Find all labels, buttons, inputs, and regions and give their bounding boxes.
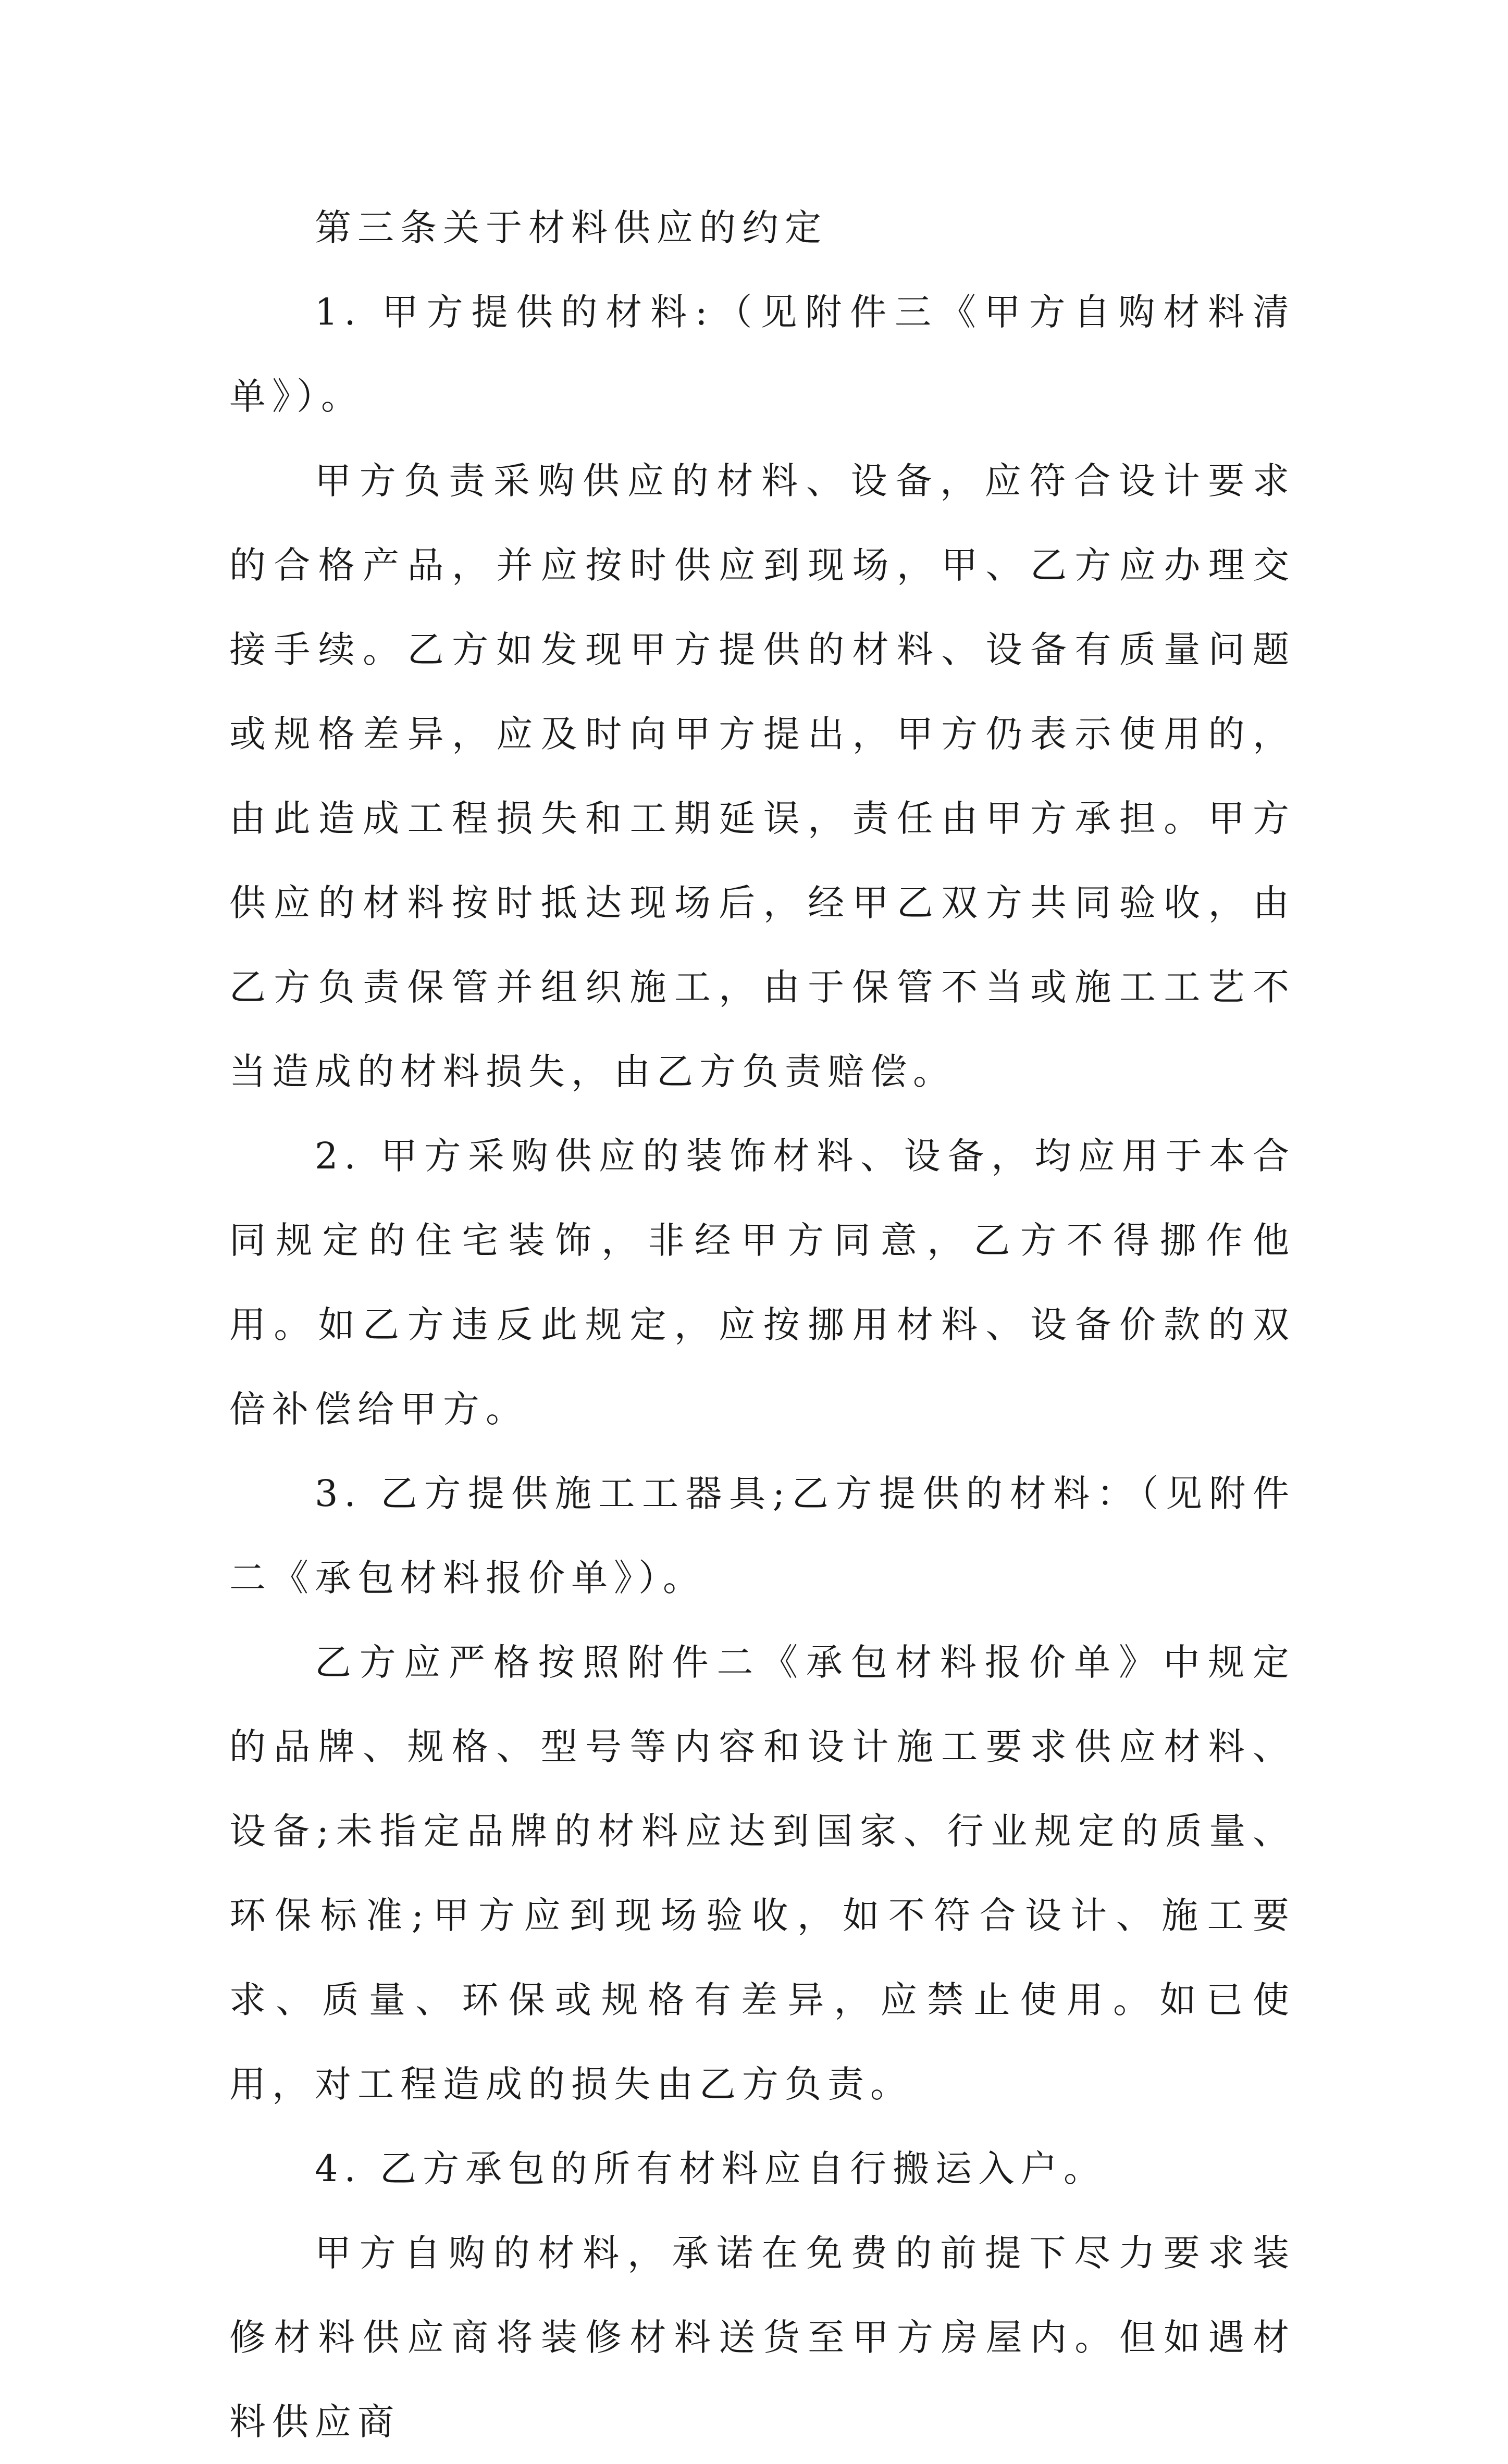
clause-3-detail: 乙方应严格按照附件二《承包材料报价单》中规定的品牌、规格、型号等内容和设计施工要求供应材料、设备;未指定品牌的材料应达到国家、行业规定的质量、环保标准;甲方应到现场验收，如不符合设计、施工要求、质量、环保或规格有差异，应禁止使用。如已使用，对工程造成的损失由乙方负责。 — [229, 1641, 1295, 2106]
clause-2: 2. 甲方采购供应的装饰材料、设备，均应用于本合同规定的住宅装饰，非经甲方同意，乙方不得挪作他用。如乙方违反此规定，应按挪用材料、设备价款的双倍补偿给甲方。 — [229, 1135, 1295, 1430]
clause-3: 3. 乙方提供施工工器具;乙方提供的材料：（见附件二《承包材料报价单》）。 — [229, 1472, 1295, 1599]
clause-1: 1. 甲方提供的材料:（见附件三《甲方自购材料清单》）。 — [229, 291, 1295, 418]
contract-text — [229, 185, 1295, 2464]
clause-1-detail: 甲方负责采购供应的材料、设备，应符合设计要求的合格产品，并应按时供应到现场，甲、乙方应办理交接手续。乙方如发现甲方提供的材料、设备有质量问题或规格差异，应及时向甲方提出，甲方仍表示使用的，由此造成工程损失和工期延误，责任由甲方承担。甲方供应的材料按时抵达现场后，经甲乙双方共同验收，由乙方负责保管并组织施工，由于保管不当或施工工艺不当造成的材料损失，由乙方负责赔偿。 — [229, 459, 1295, 1093]
article-heading: 第三条关于材料供应的约定 — [315, 206, 827, 249]
clause-4: 4. 乙方承包的所有材料应自行搬运入户。 — [315, 2147, 1107, 2190]
clause-4-detail: 甲方自购的材料，承诺在免费的前提下尽力要求装修材料供应商将装修材料送货至甲方房屋内。但如遇材料供应商 — [229, 2232, 1295, 2443]
